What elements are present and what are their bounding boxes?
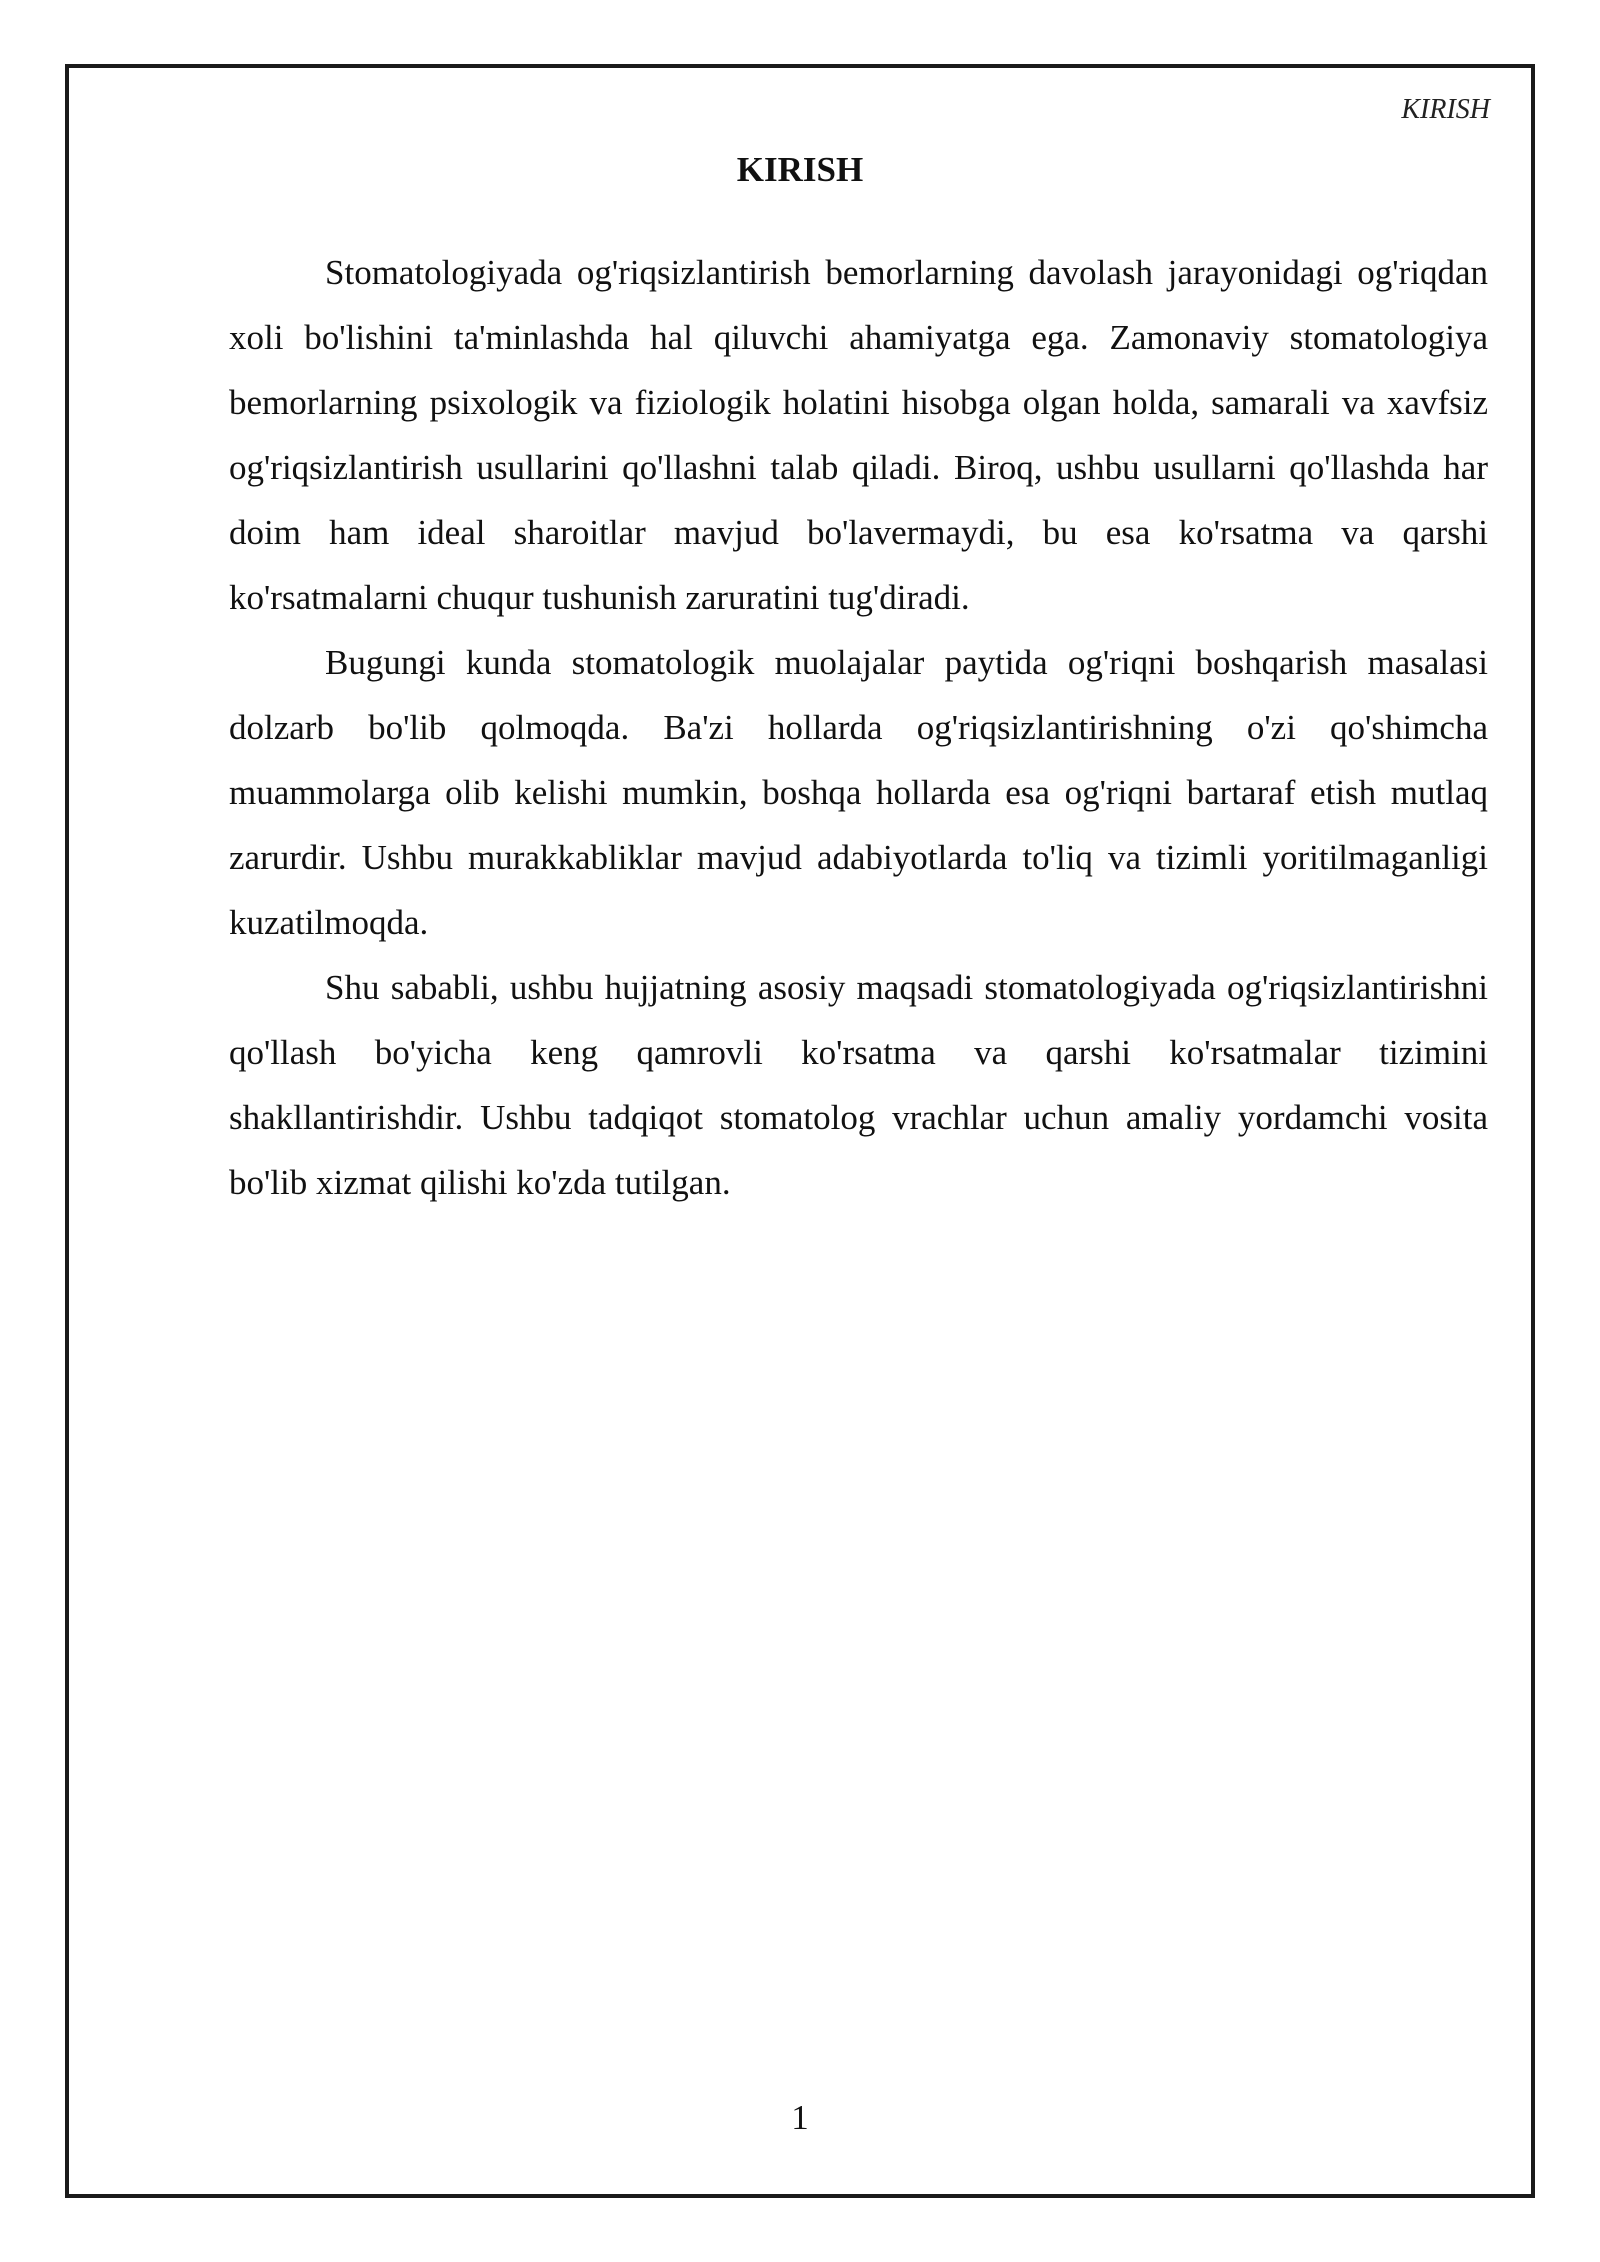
page-title: KIRISH	[736, 150, 864, 189]
page-number: 1	[791, 2098, 809, 2137]
body-text	[229, 240, 1488, 1215]
paragraph-2: Bugungi kunda stomatologik muolajalar paytida og'riqni boshqarish masalasi dolzarb bo'lib qolmoqda. Ba'zi hollarda og'riqsizlantirishning o'zi qo'shimcha muammolarga olib kelishi mumkin, boshqa hollarda esa og'riqni bartaraf etish mutlaq zarurdir. Ushbu murakkabliklar mavjud adabiyotlarda to'liq va tizimli yoritilmaganligi kuzatilmoqda.	[229, 643, 1488, 942]
paragraph-3: Shu sababli, ushbu hujjatning asosiy maqsadi stomatologiyada og'riqsizlantirishni qo'llash bo'yicha keng qamrovli ko'rsatma va qarshi ko'rsatmalar tizimini shakllantirishdir. Ushbu tadqiqot stomatolog vrachlar uchun amaliy yordamchi vosita bo'lib xizmat qilishi ko'zda tutilgan.	[229, 968, 1488, 1202]
running-header: KIRISH	[1401, 94, 1490, 125]
paragraph-1: Stomatologiyada og'riqsizlantirish bemorlarning davolash jarayonidagi og'riqdan xoli bo'lishini ta'minlashda hal qiluvchi ahamiyatga ega. Zamonaviy stomatologiya bemorlarning psixologik va fiziologik holatini hisobga olgan holda, samarali va xavfsiz og'riqsizlantirish usullarini qo'llashni talab qiladi. Biroq, ushbu usullarni qo'llashda har doim ham ideal sharoitlar mavjud bo'lavermaydi, bu esa ko'rsatma va qarshi ko'rsatmalarni chuqur tushunish zaruratini tug'diradi.	[229, 253, 1488, 617]
